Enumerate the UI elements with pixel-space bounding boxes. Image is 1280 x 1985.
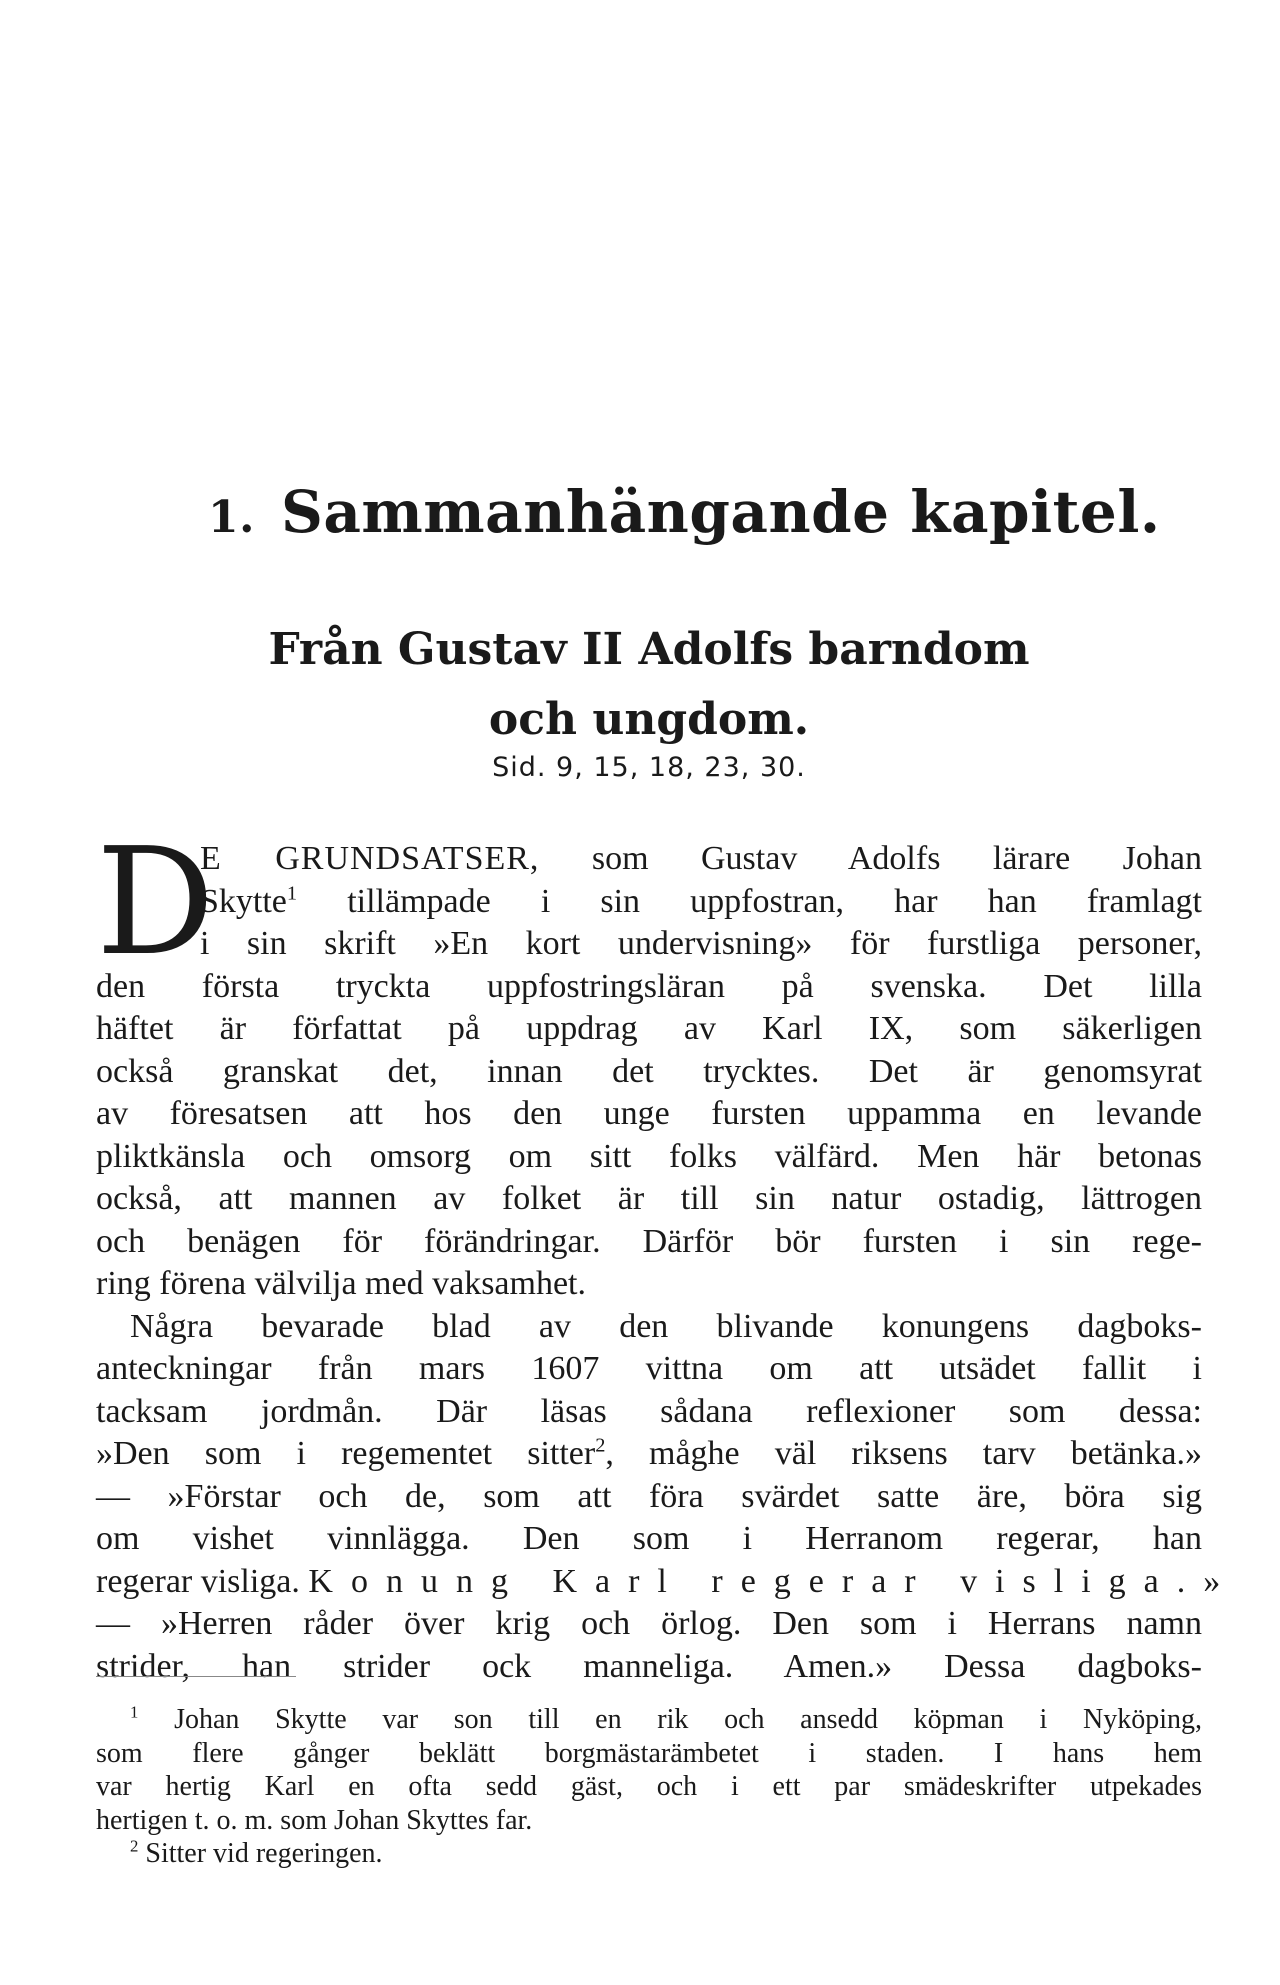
footnote-line: hertigen t. o. m. som Johan Skyttes far. xyxy=(96,1804,533,1836)
page-references: Sid. 9, 15, 18, 23, 30. xyxy=(492,752,806,783)
body-line: också granskat det, innan det trycktes. Det är genomsyrat xyxy=(96,1052,1202,1090)
chapter-heading xyxy=(208,478,1161,546)
body-line xyxy=(96,1561,1239,1604)
body-line xyxy=(96,838,1202,881)
body-line: av föresatsen att hos den unge fursten uppamma en levande xyxy=(96,1095,1202,1132)
body-line-text: tillämpade i sin uppfostran, har han framlagt xyxy=(347,882,1203,920)
body-line: pliktkänsla och omsorg om sitt folks välfärd. Men här betonas xyxy=(96,1137,1202,1175)
footnote-line: var hertig Karl en ofta sedd gäst, och i ett par smädeskrifter utpekades xyxy=(96,1771,1202,1802)
body-line: ring förena välvilja med vaksamhet. xyxy=(96,1265,586,1302)
body-line: häftet är författat på uppdrag av Karl IX, som säkerligen xyxy=(96,1010,1202,1047)
footnotes xyxy=(96,1703,1202,1871)
body-line: om vishet vinnlägga. Den som i Herranom regerar, han xyxy=(96,1520,1202,1557)
body-line: tacksam jordmån. Där läsas sådana reflexioner som dessa: xyxy=(96,1392,1202,1430)
footnote-line: som flere gånger beklätt borgmästarämbetet i staden. I hans hem xyxy=(96,1737,1202,1769)
body-line: också, att mannen av folket är till sin natur ostadig, lättrogen xyxy=(96,1180,1202,1217)
footnote-text: Johan Skytte var son till en rik och ansedd köpman i Nyköping, xyxy=(174,1704,1202,1735)
footnote-ref-2: 2 xyxy=(595,1434,606,1457)
body-line: i sin skrift »En kort undervisning» för furstliga personer, xyxy=(200,925,1202,962)
footnote-mark-2: 2 xyxy=(130,1836,139,1856)
footnote-mark-1: 1 xyxy=(130,1702,139,1722)
body-line-text: , måghe väl riksens tarv betänka.» xyxy=(605,1435,1202,1472)
small-caps-opening: E GRUNDSATSER, xyxy=(200,840,540,877)
body-line: den första tryckta uppfostringsläran på svenska. Det lilla xyxy=(96,967,1202,1005)
body-line: — »Herren råder över krig och örlog. Den som i Herrans namn xyxy=(96,1605,1202,1642)
section-title xyxy=(96,615,1202,755)
chapter-number: 1. xyxy=(208,492,255,543)
body-line-text: »Den som i regementet sitter xyxy=(96,1435,596,1472)
footnote-text: Sitter vid regeringen. xyxy=(145,1838,383,1869)
body-line-text: Skytte xyxy=(200,882,287,920)
book-page xyxy=(96,0,1239,1985)
spaced-quote: Konung Karl regerar visliga.» xyxy=(308,1562,1239,1600)
footnote-line xyxy=(96,1703,1202,1737)
body-line: — »Förstar och de, som att föra svärdet satte äre, böra sig xyxy=(96,1477,1202,1515)
drop-cap: D xyxy=(96,816,215,988)
body-line-text: som Gustav Adolfs lärare Johan xyxy=(591,840,1202,877)
body-line xyxy=(96,881,1202,924)
footnote-line xyxy=(96,1837,1202,1871)
body-line: strider, han strider ock manneliga. Amen.» Dessa dagboks- xyxy=(96,1647,1202,1685)
chapter-title: Sammanhängande kapitel. xyxy=(280,478,1161,546)
body-line-text: regerar visliga. xyxy=(96,1562,300,1600)
section-title-line-1: Från Gustav II Adolfs barndom xyxy=(268,624,1030,675)
body-line: och benägen för förändringar. Därför bör fursten i sin rege- xyxy=(96,1222,1202,1260)
section-title-line-2: och ungdom. xyxy=(488,694,810,745)
footnote-divider xyxy=(96,1676,296,1677)
footnote-ref-1: 1 xyxy=(286,882,298,905)
body-text xyxy=(96,816,1239,1688)
body-line: Några bevarade blad av den blivande konungens dagboks- xyxy=(130,1307,1202,1345)
body-line xyxy=(96,1433,1202,1476)
body-line: anteckningar från mars 1607 vittna om att utsädet fallit i xyxy=(96,1350,1202,1387)
